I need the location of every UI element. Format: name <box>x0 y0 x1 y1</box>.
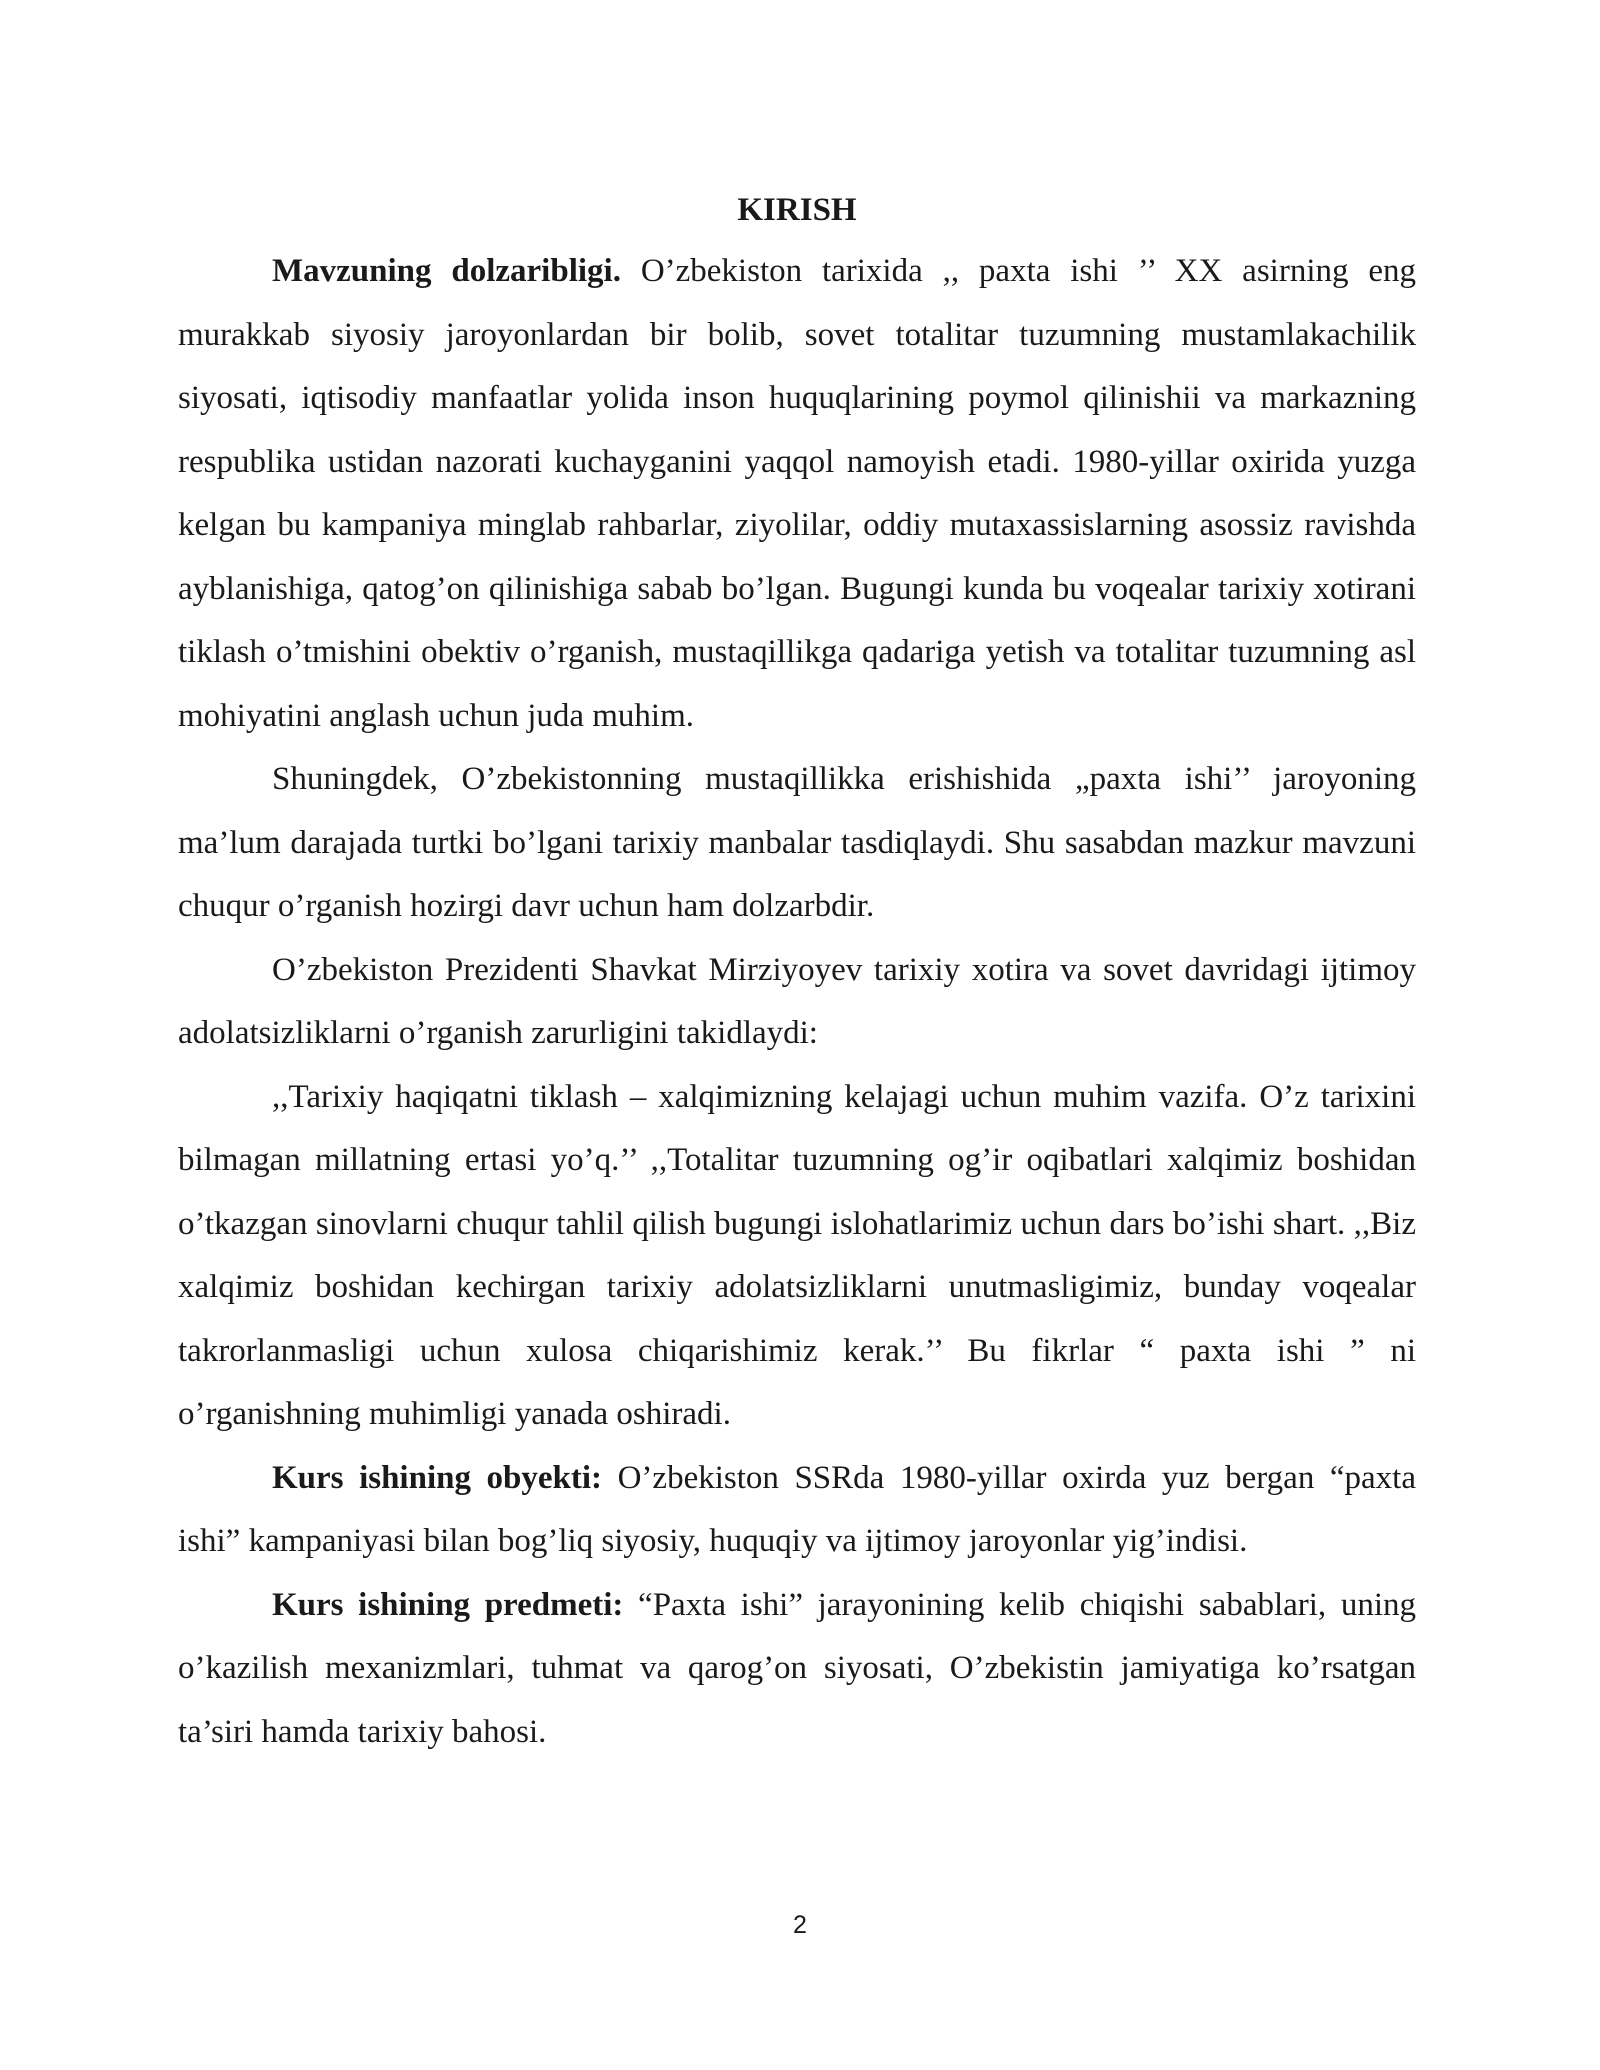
paragraph-relevance <box>178 240 1416 748</box>
paragraph-text: O’zbekiston tarixida ,, paxta ishi ’’ XX asirning eng murakkab siyosiy jaroyonlardan bir bolib, sovet totalitar tuzumning mustamlakachilik siyosati, iqtisodiy manfaatlar yolida inson huquqlarining poymol qilinishii va markazning respublika ustidan nazorati kuchayganini yaqqol namoyish etadi. 1980-yillar oxirida yuzga kelgan bu kampaniya minglab rahbarlar, ziyolilar, oddiy mutaxassislarning asossiz ravishda ayblanishiga, qatog’on qilinishiga sabab bo’lgan. Bugungi kunda bu voqealar tarixiy xotirani tiklash o’tmishini obektiv o’rganish, mustaqillikga qadariga yetish va totalitar tuzumning asl mohiyatini anglash uchun juda muhim. <box>178 253 1416 734</box>
paragraph-independence <box>178 748 1416 939</box>
page-number: 2 <box>793 1911 807 1939</box>
paragraph-president <box>178 939 1416 1066</box>
paragraph-lead: Mavzuning dolzaribligi. <box>272 253 621 289</box>
paragraph-subject <box>178 1574 1416 1765</box>
paragraph-object <box>178 1447 1416 1574</box>
paragraph-text: O’zbekiston Prezidenti Shavkat Mirziyoyev tarixiy xotira va sovet davridagi ijtimoy adolatsizliklarni o’rganish zarurligini takidlaydi: <box>178 951 1416 1051</box>
paragraph-lead: Kurs ishining predmeti: <box>272 1586 624 1623</box>
paragraph-text: “Paxta ishi” jarayonining kelib chiqishi sabablari, uning o’kazilish mexanizmlari, tuhmat va qarog’on siyosati, O’zbekistin jamiyatiga ko’rsatgan ta’siri hamda tarixiy bahosi. <box>178 1586 1416 1750</box>
document-page <box>178 180 1416 1764</box>
paragraph-lead: Kurs ishining obyekti: <box>272 1459 603 1496</box>
paragraph-quotes <box>178 1066 1416 1447</box>
paragraph-text: O’zbekiston SSRda 1980-yillar oxirda yuz bergan “paxta ishi” kampaniyasi bilan bog’liq siyosiy, huquqiy va ijtimoy jaroyonlar yig’indisi. <box>178 1459 1416 1559</box>
paragraph-text: ,,Tarixiy haqiqatni tiklash – xalqimizning kelajagi uchun muhim vazifa. O’z tarixini bilmagan millatning ertasi yo’q.’’ ,,Totalitar tuzumning og’ir oqibatlari xalqimiz boshidan o’tkazgan sinovlarni chuqur tahlil qilish bugungi islohatlarimiz uchun dars bo’ishi shart. ,,Biz xalqimiz boshidan kechirgan tarixiy adolatsizliklarni unutmasligimiz, bunday voqealar takrorlanmasligi uchun xulosa chiqarishimiz kerak.’’ Bu fikrlar “ paxta ishi ” ni o’rganishning muhimligi yanada oshiradi. <box>178 1078 1416 1432</box>
paragraph-text: Shuningdek, O’zbekistonning mustaqillikka erishishida „paxta ishi’’ jaroyoning ma’lum darajada turtki bo’lgani tarixiy manbalar tasdiqlaydi. Shu sasabdan mazkur mavzuni chuqur o’rganish hozirgi davr uchun ham dolzarbdir. <box>178 761 1416 924</box>
section-title: KIRISH <box>737 192 857 228</box>
